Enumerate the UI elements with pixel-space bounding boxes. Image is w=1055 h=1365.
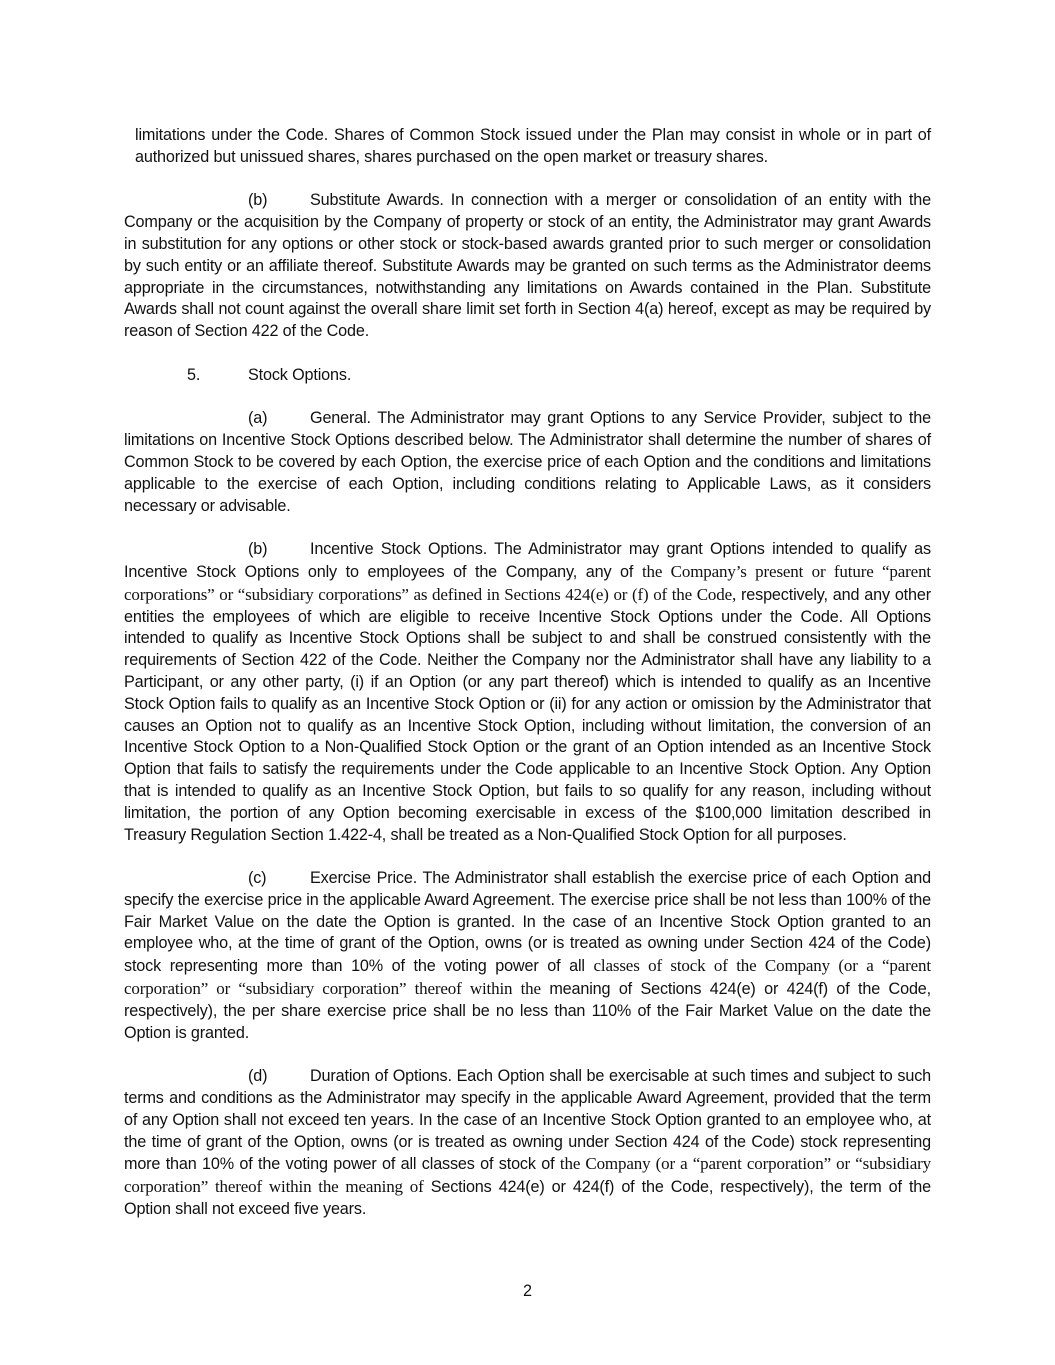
section-5-number: 5. (187, 365, 201, 384)
exercise-price-text-1: The Administrator shall establish the exercise price of each Option and specify the exercise price in the applicable Award Agreement. The exercise price shall be not less than 100% of the Fair Market Value on the date the Option is granted. In the case of an Incentive Stock Option granted to an employee who, at the time of grant of the Option, owns (or is treated as owning under Section 424 of the Code) stock representing more than 10% of the voting power of all (124, 869, 931, 976)
general-heading: General. (310, 409, 371, 428)
incentive-stock-options-text-serif: the Company’s present or future “parent corporations” or “subsidiary corporations” as defined in Sections 424(e) or (f) of the Code, (124, 561, 931, 604)
incentive-stock-options-heading: Incentive Stock Options. (310, 540, 488, 559)
substitute-awards-paragraph (124, 190, 931, 343)
duration-of-options-text-1: Each Option shall be exercisable at such times and subject to such terms and conditions as the Administrator may specify in the applicable Award Agreement, provided that the term of any Option shall not exceed ten years. In the case of an Incentive Stock Option granted to an employee who, at the time of grant of the Option, owns (or is treated as owning under Section 424 of the Code) stock representing more than 10% of the voting power of all classes of stock of (124, 1067, 931, 1174)
page-number: 2 (522, 1282, 532, 1300)
incentive-stock-options-text-2: respectively, and any other entities the employees of which are eligible to receive Incentive Stock Options under the Code. All Options intended to qualify as Incentive Stock Options shall be subject to and shall be construed consistently with the requirements of Section 422 of the Code. Neither the Company nor the Administrator shall have any liability to a Participant, or any other party, (i) if an Option (or any part thereof) which is intended to qualify as an Incentive Stock Option fails to qualify as an Incentive Stock Option or (ii) for any action or omission by the Administrator that causes an Option not to qualify as an Incentive Stock Option, including without limitation, the conversion of an Incentive Stock Option to a Non-Qualified Stock Option or the grant of an Option intended as an Incentive Stock Option that fails to satisfy the requirements under the Code applicable to an Incentive Stock Option. Any Option that is intended to qualify as an Incentive Stock Option, but fails to so qualify for any reason, including without limitation, the portion of any Option becoming exercisable in excess of the $100,000 limitation described in Treasury Regulation Section 1.422-4, shall be treated as a Non-Qualified Stock Option for all purposes. (124, 585, 931, 844)
substitute-awards-label: (b) (248, 191, 268, 210)
exercise-price-text-2: meaning of Sections 424(e) or 424(f) of the Code, respectively), the per share exercise price shall be no less than 110% of the Fair Market Value on the date the Option is granted. (124, 980, 931, 1042)
intro-text: limitations under the Code. Shares of Common Stock issued under the Plan may consist in whole or in part of authorized but unissued shares, shares purchased on the open market or treasury shares. (135, 126, 931, 166)
incentive-stock-options-text-1: The Administrator may grant Options intended to qualify as Incentive Stock Options only to employees of the Company, any of (124, 540, 931, 581)
exercise-price-heading: Exercise Price. (310, 869, 418, 888)
duration-of-options-paragraph (124, 1066, 931, 1221)
general-paragraph (124, 408, 931, 517)
section-5-title: Stock Options. (248, 365, 352, 384)
general-text: The Administrator may grant Options to any Service Provider, subject to the limitations on Incentive Stock Options described below. The Administrator shall determine the number of shares of Common Stock to be covered by each Option, the exercise price of each Option and the conditions and limitations applicable to the exercise of each Option, including conditions relating to Applicable Laws, as it considers necessary or advisable. (124, 409, 931, 515)
exercise-price-label: (c) (248, 869, 267, 888)
duration-of-options-text-serif: the Company (or a “parent corporation” or “subsidiary corporation” thereof within the meaning of (124, 1154, 932, 1197)
duration-of-options-label: (d) (248, 1067, 268, 1086)
duration-of-options-heading: Duration of Options. (310, 1067, 452, 1086)
substitute-awards-text: In connection with a merger or consolidation of an entity with the Company or the acquisition by the Company of property or stock of an entity, the Administrator may grant Awards in substitution for any options or other stock or stock-based awards granted prior to such merger or consolidation by such entity or an affiliate thereof. Substitute Awards may be granted on such terms as the Administrator deems appropriate in the circumstances, notwithstanding any limitations on Awards contained in the Plan. Substitute Awards shall not count against the overall share limit set forth in Section 4(a) hereof, except as may be required by reason of Section 422 of the Code. (124, 191, 931, 341)
document-page (124, 125, 931, 1243)
intro-paragraph (124, 125, 931, 169)
incentive-stock-options-paragraph (124, 539, 931, 846)
exercise-price-text-serif: classes of stock of the Company (or a “parent corporation” or “subsidiary corporation” thereof within the (124, 956, 931, 999)
general-label: (a) (248, 409, 268, 428)
substitute-awards-heading: Substitute Awards. (310, 191, 444, 210)
duration-of-options-text-2: Sections 424(e) or 424(f) of the Code, respectively), the term of the Option shall not exceed five years. (124, 1178, 931, 1219)
section-5-heading (124, 365, 931, 387)
exercise-price-paragraph (124, 868, 931, 1044)
incentive-stock-options-label: (b) (248, 540, 268, 559)
